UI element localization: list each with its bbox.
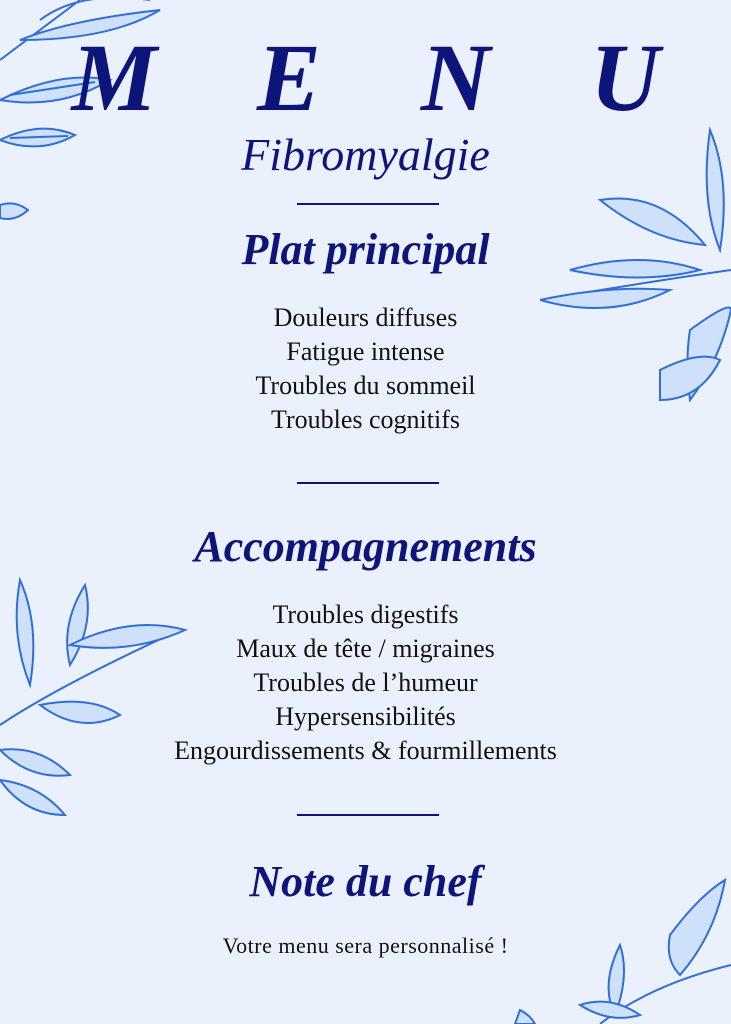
- main-items-list: [0, 301, 731, 437]
- list-item: Hypersensibilités: [275, 702, 456, 731]
- menu-title: M E N U: [71, 24, 698, 131]
- note-text: Votre menu sera personnalisé !: [222, 933, 509, 958]
- list-item: Troubles du sommeil: [255, 371, 476, 400]
- list-item: Troubles cognitifs: [271, 405, 460, 434]
- divider: [297, 814, 439, 816]
- section-title-main: Plat principal: [241, 225, 490, 274]
- divider: [297, 203, 439, 205]
- sides-items-list: [0, 598, 731, 768]
- section-title-sides: Accompagnements: [194, 522, 537, 571]
- menu-subtitle: Fibromyalgie: [241, 129, 490, 180]
- list-item: Engourdissements & fourmillements: [174, 736, 557, 765]
- section-title-note: Note du chef: [249, 857, 482, 906]
- divider: [297, 482, 439, 484]
- list-item: Troubles de l’humeur: [253, 668, 478, 697]
- list-item: Maux de tête / migraines: [236, 634, 495, 663]
- list-item: Fatigue intense: [286, 337, 445, 366]
- list-item: Troubles digestifs: [272, 600, 459, 629]
- list-item: Douleurs diffuses: [273, 303, 458, 332]
